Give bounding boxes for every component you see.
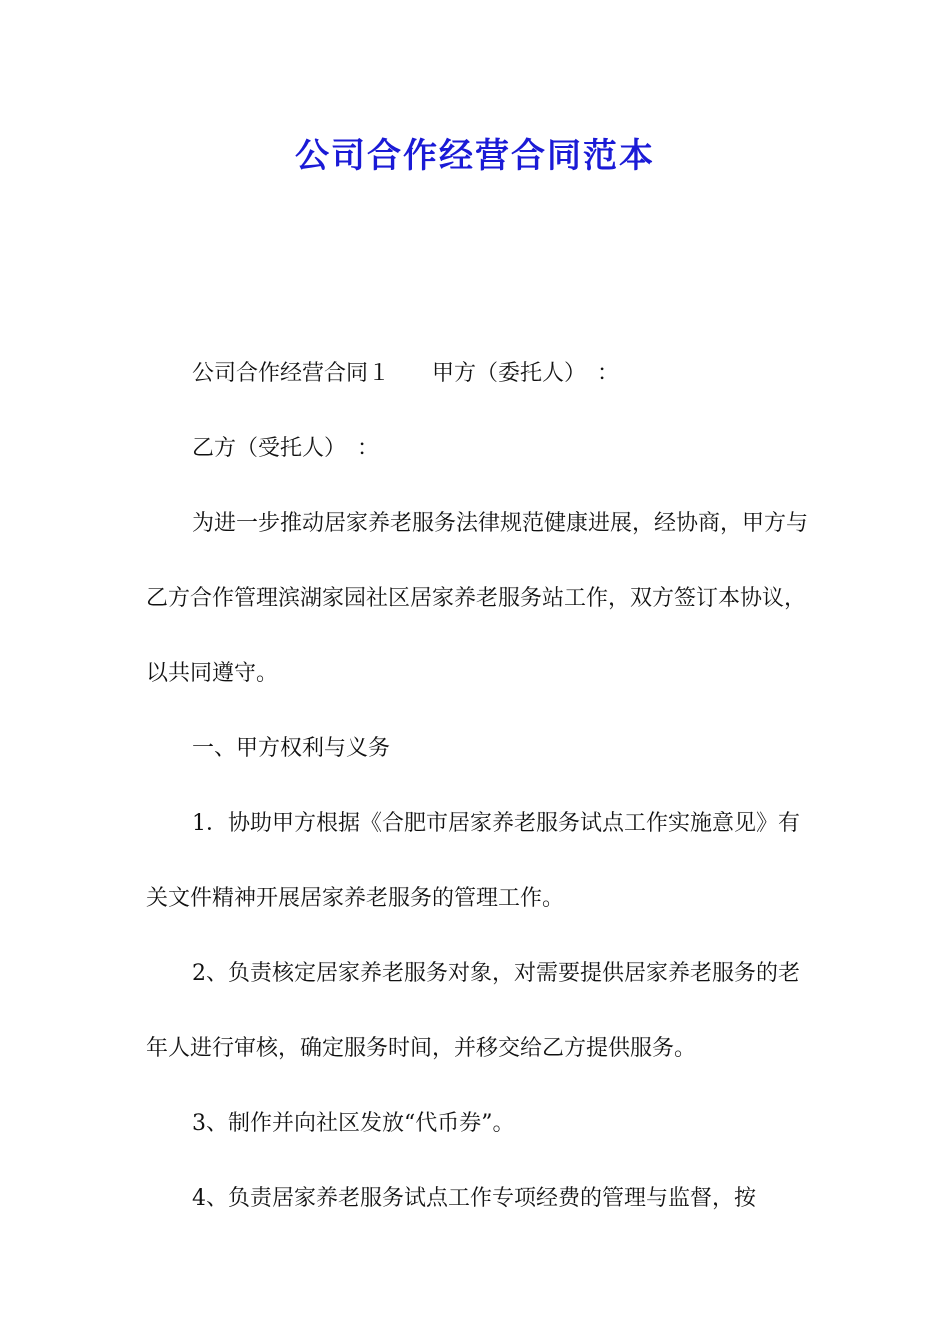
paragraph-intro: 为进一步推动居家养老服务法律规范健康进展，经协商，甲方与乙方合作管理滨湖家园社区居家养老服务站工作，双方签订本协议，以共同遵守。	[146, 511, 809, 686]
document-title: 公司合作经营合同范本	[295, 136, 655, 176]
paragraph-item-2: 2、负责核定居家养老服务对象，对需要提供居家养老服务的老年人进行审核，确定服务时间，并移交给乙方提供服务。	[146, 961, 800, 1061]
contract-header-line	[146, 336, 814, 411]
section-heading-party-a: 一、甲方权利与义务	[192, 736, 391, 761]
party-a-label: 甲方（委托人） ：	[432, 361, 620, 386]
paragraph-item-4: 4、负责居家养老服务试点工作专项经费的管理与监督，按	[192, 1186, 756, 1211]
paragraph-item-3: 3、制作并向社区发放“代币券”。	[192, 1111, 515, 1136]
paragraph-item-1: 1．协助甲方根据《合肥市居家养老服务试点工作实施意见》有关文件精神开展居家养老服务的管理工作。	[146, 811, 800, 911]
document-body	[146, 336, 814, 1236]
party-b-label: 乙方（受托人） ：	[192, 436, 380, 461]
contract-number: 公司合作经营合同１	[192, 361, 391, 386]
